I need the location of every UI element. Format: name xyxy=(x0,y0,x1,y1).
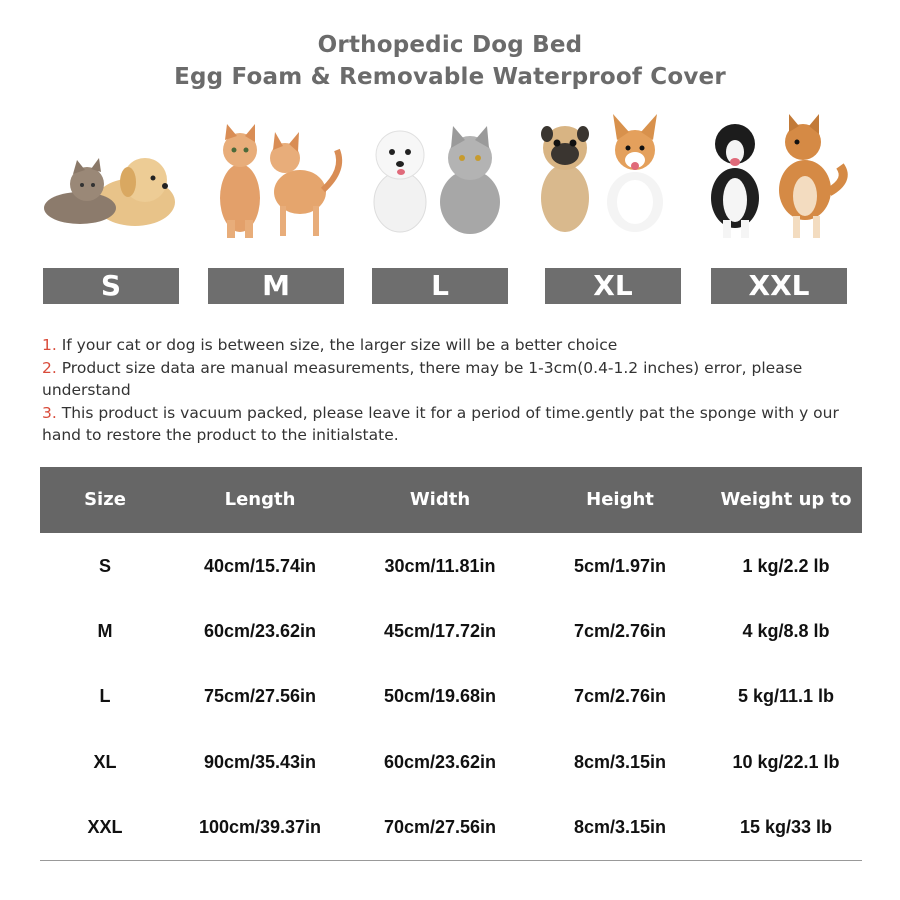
cell-length: 60cm/23.62in xyxy=(203,621,317,641)
note-number: 3. xyxy=(42,403,57,422)
note-1 xyxy=(42,334,858,357)
collie-shiba-image xyxy=(695,110,855,240)
size-chip-xl: XL xyxy=(545,268,681,304)
header-length: Length xyxy=(224,489,296,510)
size-chip-xxl: XXL xyxy=(711,268,847,304)
table-row xyxy=(40,730,862,795)
cell-length: 90cm/35.43in xyxy=(203,752,317,772)
header-height: Height xyxy=(586,489,654,510)
table-header xyxy=(40,467,862,533)
note-text: This product is vacuum packed, please leave it for a period of time.gently pat the sponge with y our hand to restore the product to the initialstate. xyxy=(42,403,839,444)
title-line-2: Egg Foam & Removable Waterproof Cover xyxy=(174,64,726,90)
cell-width: 50cm/19.68in xyxy=(383,686,497,706)
pug-corgi-image xyxy=(535,110,685,240)
cell-size: L xyxy=(99,686,111,706)
cell-width: 30cm/11.81in xyxy=(384,556,496,576)
table-bottom-divider xyxy=(40,860,862,861)
note-text: If your cat or dog is between size, the larger size will be a better choice xyxy=(56,336,618,354)
notes xyxy=(42,334,858,447)
note-number: 1. xyxy=(42,336,57,354)
cell-length: 75cm/27.56in xyxy=(203,686,317,706)
header-size: Size xyxy=(84,489,126,510)
cell-weight: 10 kg/22.1 lb xyxy=(732,752,840,772)
cell-weight: 5 kg/11.1 lb xyxy=(737,686,835,706)
table-row xyxy=(40,534,862,599)
cell-length: 40cm/15.74in xyxy=(203,556,317,576)
kitten-puppy-image xyxy=(35,110,185,240)
cell-height: 5cm/1.97in xyxy=(573,556,667,576)
cell-height: 7cm/2.76in xyxy=(573,621,667,641)
cell-size: S xyxy=(98,556,111,576)
cell-height: 8cm/3.15in xyxy=(573,817,667,837)
cell-height: 7cm/2.76in xyxy=(573,686,667,706)
size-chip-l: L xyxy=(372,268,508,304)
header-weight: Weight up to xyxy=(720,489,852,510)
cell-size: XXL xyxy=(87,817,123,837)
cell-weight: 15 kg/33 lb xyxy=(739,817,833,837)
cell-weight: 4 kg/8.8 lb xyxy=(742,621,830,641)
header-width: Width xyxy=(409,489,471,510)
note-2 xyxy=(42,357,858,402)
pet-illustrations xyxy=(30,110,870,250)
cell-weight: 1 kg/2.2 lb xyxy=(742,556,830,576)
westie-cat-image xyxy=(365,110,515,240)
cell-width: 60cm/23.62in xyxy=(383,752,497,772)
table-row xyxy=(40,795,862,860)
cell-length: 100cm/39.37in xyxy=(198,817,322,837)
cell-width: 70cm/27.56in xyxy=(383,817,497,837)
cats-image xyxy=(205,110,355,240)
table-row xyxy=(40,664,862,729)
size-chip-m: M xyxy=(208,268,344,304)
cell-size: M xyxy=(97,621,113,641)
note-text: Product size data are manual measurements, there may be 1-3cm(0.4-1.2 inches) error, please understand xyxy=(42,358,803,399)
title-line-1: Orthopedic Dog Bed xyxy=(317,32,583,58)
cell-width: 45cm/17.72in xyxy=(383,621,497,641)
table-row xyxy=(40,599,862,664)
note-number: 2. xyxy=(42,358,57,377)
cell-height: 8cm/3.15in xyxy=(573,752,667,772)
size-chip-s: S xyxy=(43,268,179,304)
note-3 xyxy=(42,402,858,447)
cell-size: XL xyxy=(93,752,117,772)
